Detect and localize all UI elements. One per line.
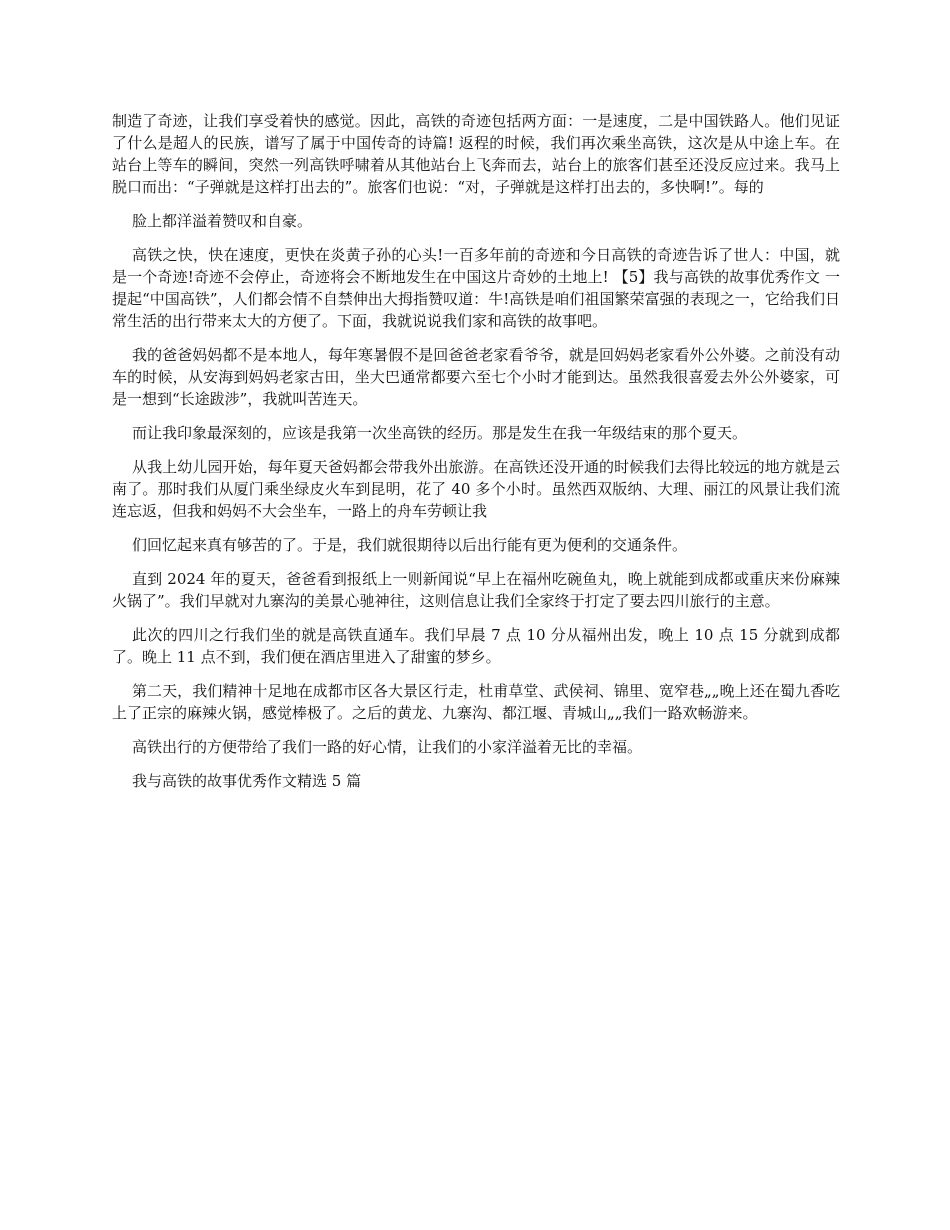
- paragraph-4: 我的爸爸妈妈都不是本地人，每年寒暑假不是回爸爸老家看爷爷，就是回妈妈老家看外公外婆。之前没有动车的时候，从安海到妈妈老家古田，坐大巴通常都要六至七个小时才能到达。虽然我很喜爱去外公外婆家，可是一想到“长途跋涉”，我就叫苦连天。: [112, 346, 840, 408]
- paragraph-8: 直到 2024 年的夏天，爸爸看到报纸上一则新闻说“早上在福州吃碗鱼丸，晚上就能到成都或重庆来份麻辣火锅了”。我们早就对九寨沟的美景心驰神往，这则信息让我们全家终于打定了要去四川旅行的主意。: [112, 570, 840, 610]
- paragraph-1: 制造了奇迹，让我们享受着快的感觉。因此，高铁的奇迹包括两方面：一是速度，二是中国铁路人。他们见证了什么是超人的民族，谱写了属于中国传奇的诗篇! 返程的时候，我们再次乘坐高铁，这次是从中途上车。在站台上等车的瞬间，突然一列高铁呼啸着从其他站台上飞奔而去，站台上的旅客们甚至还没反应过来。我马上脱口而出：“子弹就是这样打出去的”。旅客们也说：“对，子弹就是这样打出去的，多快啊!”。每的: [112, 112, 840, 196]
- paragraph-10: 第二天，我们精神十足地在成都市区各大景区行走，杜甫草堂、武侯祠、锦里、宽窄巷„„晚上还在蜀九香吃上了正宗的麻辣火锅，感觉棒极了。之后的黄龙、九寨沟、都江堰、青城山„„我们一路欢畅游来。: [112, 682, 841, 722]
- paragraph-9: 此次的四川之行我们坐的就是高铁直通车。我们早晨 7 点 10 分从福州出发，晚上 10 点 15 分就到成都了。晚上 11 点不到，我们便在酒店里进入了甜蜜的梦乡。: [112, 626, 840, 666]
- paragraph-12: 我与高铁的故事优秀作文精选 5 篇: [132, 772, 362, 790]
- paragraph-5: 而让我印象最深刻的，应该是我第一次坐高铁的经历。那是发生在我一年级结束的那个夏天。: [132, 424, 748, 442]
- paragraph-11: 高铁出行的方便带给了我们一路的好心情，让我们的小家洋溢着无比的幸福。: [132, 738, 643, 756]
- paragraph-2: 脸上都洋溢着赞叹和自豪。: [132, 212, 313, 230]
- paragraph-6: 从我上幼儿园开始，每年夏天爸妈都会带我外出旅游。在高铁还没开通的时候我们去得比较远的地方就是云南了。那时我们从厦门乘坐绿皮火车到昆明，花了 40 多个小时。虽然西双版纳、大理、丽江的风景让我们流连忘返，但我和妈妈不大会坐车，一路上的舟车劳顿让我: [112, 458, 840, 520]
- paragraph-3: 高铁之快，快在速度，更快在炎黄子孙的心头!一百多年前的奇迹和今日高铁的奇迹告诉了世人：中国，就是一个奇迹!奇迹不会停止，奇迹将会不断地发生在中国这片奇妙的土地上! 【5】我与高铁的故事优秀作文 一提起“中国高铁”，人们都会情不自禁伸出大拇指赞叹道：牛!高铁是咱们祖国繁荣富强的表现之一，它给我们日常生活的出行带来太大的方便了。下面，我就说说我们家和高铁的故事吧。: [112, 246, 840, 330]
- paragraph-7: 们回忆起来真有够苦的了。于是，我们就很期待以后出行能有更为便利的交通条件。: [132, 536, 688, 554]
- article-body: [112, 110, 840, 804]
